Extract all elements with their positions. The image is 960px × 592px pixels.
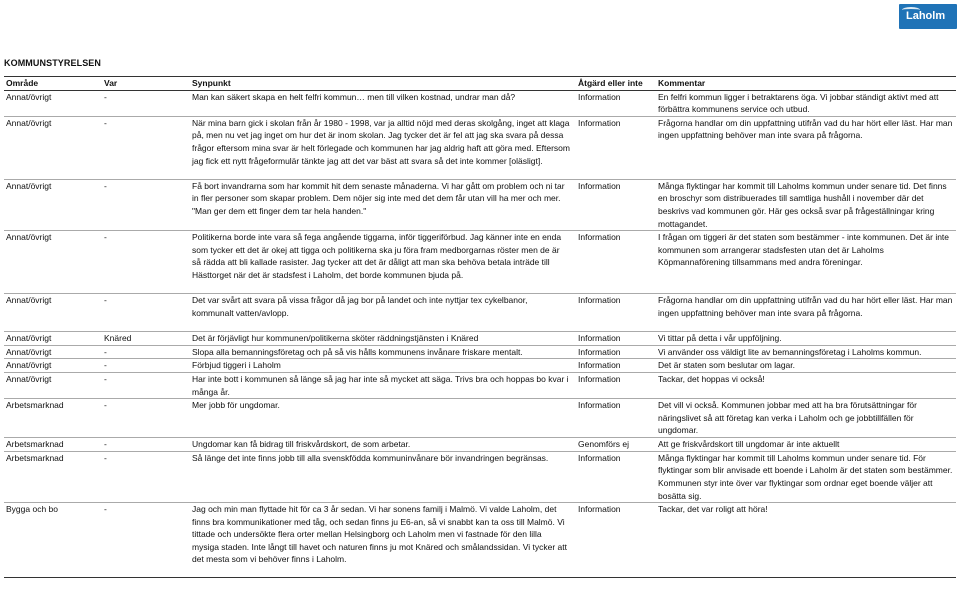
header-omrade: Område	[6, 78, 39, 88]
cell-omrade: Annat/övrigt	[6, 117, 52, 128]
cell-kommentar: Tackar, det hoppas vi också!	[658, 373, 765, 384]
cell-synpunkt: Slopa alla bemanningsföretag och på så vis hålls kommunens invånare friskare mentalt.	[192, 346, 523, 357]
cell-var: -	[104, 400, 107, 411]
table-row	[4, 372, 956, 398]
cell-kommentar: Det vill vi också. Kommunen jobbar med att ha bra förutsättningar för näringslivet så att företag kan verka i Laholm och ge jobbtillfällen för ungdomar.	[658, 400, 917, 436]
cell-synpunkt: Få bort invandrarna som har kommit hit dem senaste månaderna. Vi har gått om problem och ni tar in fler personer som skapar problem. Dem nöjer sig inte med det dem får utan vill ha mer och mer. "Man ger dem ett finger dem tar hela handen."	[192, 180, 565, 216]
cell-kommentar: Frågorna handlar om din uppfattning utifrån vad du har hört eller läst. Har man ingen uppfattning behöver man inte svara på frågorna.	[658, 295, 953, 318]
header-synpunkt: Synpunkt	[192, 78, 231, 88]
cell-kommentar: Många flyktingar har kommit till Laholms kommun under senare tid. Det finns en broschyr som distribuerades till samtliga hushåll i november där det beskrivs vad kommunen gör. Här ges också svar på frågeställningar kring mottagandet.	[658, 180, 947, 229]
table-row	[4, 231, 956, 294]
cell-synpunkt: När mina barn gick i skolan från år 1980 - 1998, var ja alltid nöjd med deras skolgång, inget att klaga på, men nu vet jag inget om hur det är inom skolan. Jag tycker det är fel att jag ska svara på dessa frågor eftersom mina svar är helt förlegade och kommunen har jag aldrig haft att göra med. Eftersom jag fick ett nytt frågeformulär tänkte jag att det var bäst att svara så det inte kommer [oläsligt].	[192, 117, 570, 166]
cell-var: -	[104, 504, 107, 515]
cell-synpunkt: Det var svårt att svara på vissa frågor då jag bor på landet och inte nyttjar tex cykelbanor, kommunalt vatten/avlopp.	[192, 295, 528, 318]
table-row	[4, 438, 956, 452]
cell-synpunkt: Så länge det inte finns jobb till alla svenskfödda kommuninvånare bör invandringen begränsas.	[192, 452, 549, 463]
feedback-table	[4, 76, 956, 578]
cell-var: -	[104, 360, 107, 371]
table-row	[4, 359, 956, 373]
logo-swoosh-icon	[902, 7, 920, 13]
cell-omrade: Arbetsmarknad	[6, 439, 64, 450]
cell-atgard: Information	[578, 91, 621, 102]
cell-var: -	[104, 452, 107, 463]
cell-omrade: Arbetsmarknad	[6, 452, 64, 463]
cell-var: -	[104, 232, 107, 243]
header-var: Var	[104, 78, 118, 88]
table-row	[4, 116, 956, 179]
table-header-row	[4, 77, 956, 91]
document-title: KOMMUNSTYRELSEN	[4, 58, 102, 68]
cell-synpunkt: Politikerna borde inte vara så fega angående tiggarna, inför tiggeriförbud. Jag känner inte en enda som tycker ett det är okej att tigga och politikerna ska ju föra fram medborgarnas röster men de är så rädda att bli kallade rasister. Jag tycker att det är dåligt att man ska behöva betala inträde till Hästtorget när det är stadsfest i Laholm, det borde kommunen bjuda på.	[192, 232, 562, 280]
cell-var: Knäred	[104, 333, 132, 344]
cell-var: -	[104, 439, 107, 450]
table-row	[4, 345, 956, 359]
table-row	[4, 90, 956, 116]
cell-atgard: Information	[578, 400, 621, 411]
cell-atgard: Information	[578, 360, 621, 371]
cell-kommentar: I frågan om tiggeri är det staten som bestämmer - inte kommunen. Det är inte kommunen som arrangerar stadsfesten utan det är Laholms Köpmannaförening tillsammans med andra föreningar.	[658, 232, 950, 268]
cell-atgard: Information	[578, 333, 621, 344]
laholm-logo	[899, 4, 957, 29]
cell-atgard: Genomförs ej	[578, 439, 630, 450]
cell-omrade: Annat/övrigt	[6, 373, 52, 384]
cell-atgard: Information	[578, 373, 621, 384]
cell-kommentar: Vi tittar på detta i vår uppföljning.	[658, 333, 782, 344]
cell-atgard: Information	[578, 117, 621, 128]
cell-atgard: Information	[578, 504, 621, 515]
cell-var: -	[104, 180, 107, 191]
cell-synpunkt: Förbjud tiggeri i Laholm	[192, 360, 281, 371]
cell-kommentar: Det är staten som beslutar om lagar.	[658, 360, 796, 371]
cell-synpunkt: Har inte bott i kommunen så länge så jag har inte så mycket att säga. Trivs bra och hoppas bo kvar i många år.	[192, 373, 569, 397]
cell-synpunkt: Ungdomar kan få bidrag till friskvårdskort, de som arbetar.	[192, 439, 411, 450]
cell-atgard: Information	[578, 346, 621, 357]
table-row	[4, 399, 956, 438]
cell-synpunkt: Man kan säkert skapa en helt felfri kommun… men till vilken kostnad, undrar man då?	[192, 91, 516, 102]
cell-atgard: Information	[578, 232, 621, 243]
cell-var: -	[104, 91, 107, 102]
cell-atgard: Information	[578, 180, 621, 191]
cell-kommentar: Många flyktingar har kommit till Laholms kommun under senare tid. För flyktingar som blir anvisade ett boende i Laholm är det staten som bestämmer. Kommunen styr inte över var flyktingar som ordnar eget boende väljer att bosätta sig.	[658, 452, 953, 501]
cell-omrade: Bygga och bo	[6, 504, 58, 515]
cell-kommentar: Att ge friskvårdskort till ungdomar är inte aktuellt	[658, 439, 840, 450]
table-row	[4, 332, 956, 346]
cell-kommentar: Frågorna handlar om din uppfattning utifrån vad du har hört eller läst. Har man ingen uppfattning behöver man inte svara på frågorna.	[658, 117, 953, 141]
cell-synpunkt: Det är förjävligt hur kommunen/politikerna sköter räddningstjänsten i Knäred	[192, 333, 479, 344]
cell-var: -	[104, 346, 107, 357]
cell-var: -	[104, 117, 107, 128]
table-row	[4, 294, 956, 332]
table-row	[4, 451, 956, 502]
cell-omrade: Arbetsmarknad	[6, 400, 64, 411]
header-atgard: Åtgärd eller inte	[578, 78, 643, 88]
header-kommentar: Kommentar	[658, 78, 706, 88]
cell-omrade: Annat/övrigt	[6, 232, 52, 243]
cell-omrade: Annat/övrigt	[6, 346, 52, 357]
cell-var: -	[104, 295, 107, 306]
cell-atgard: Information	[578, 452, 621, 463]
cell-omrade: Annat/övrigt	[6, 360, 52, 371]
cell-kommentar: Tackar, det var roligt att höra!	[658, 504, 768, 515]
cell-var: -	[104, 373, 107, 384]
cell-omrade: Annat/övrigt	[6, 333, 52, 344]
cell-kommentar: Vi använder oss väldigt lite av bemanningsföretag i Laholms kommun.	[658, 346, 922, 357]
cell-omrade: Annat/övrigt	[6, 91, 52, 102]
cell-omrade: Annat/övrigt	[6, 295, 52, 306]
cell-omrade: Annat/övrigt	[6, 180, 52, 191]
cell-synpunkt: Jag och min man flyttade hit för ca 3 år sedan. Vi har sonens familj i Malmö. Vi valde Laholm, det finns bra kommunikationer med tåg, och sedan finns ju E6-an, så vi snabbt kan ta oss till Malmö. Vi tittade och undersökte flera orter mellan Helsingborg och Laholm men vi fastnade för den lilla mysiga staden. Inte långt till havet och naturen finns ju mot Knäred och smålandssidan. Vi tycker att det mesta som vi behöver finns i Laholm.	[192, 504, 567, 565]
cell-atgard: Information	[578, 295, 621, 306]
cell-kommentar: En felfri kommun ligger i betraktarens öga. Vi jobbar ständigt aktivt med att förbättra kommunens service och utbud.	[658, 91, 939, 115]
table-row	[4, 503, 956, 578]
table-row	[4, 179, 956, 230]
logo-text: Laholm	[906, 10, 946, 22]
cell-synpunkt: Mer jobb för ungdomar.	[192, 400, 280, 411]
